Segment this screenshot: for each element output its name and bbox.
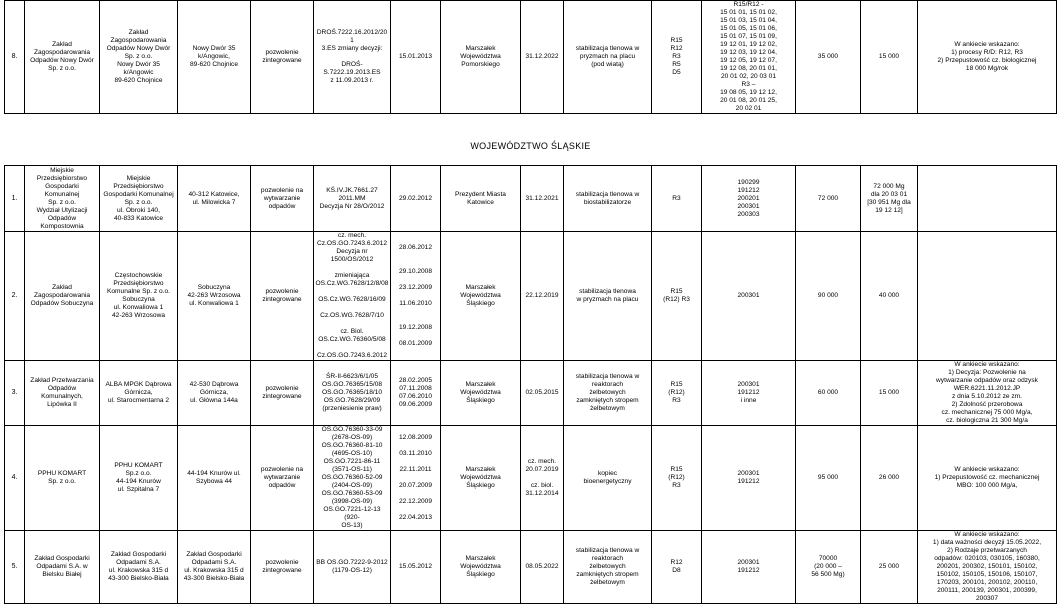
cell-valid-until: cz. mech. 20.07.2019 cz. biol. 31.12.2014 bbox=[521, 426, 564, 531]
cell-permit-type: pozwolenie zintegrowane bbox=[251, 361, 314, 426]
cell-capacity: 70000 (20 000 – 56 500 Mg) bbox=[796, 531, 861, 604]
table-row bbox=[5, 531, 1057, 604]
cell-capacity: 90 000 bbox=[796, 232, 861, 361]
facilities-table bbox=[4, 0, 1057, 604]
cell-location: Sobuczyna 42-263 Wrzosowa ul. Konwaliowa 1 bbox=[178, 232, 251, 361]
cell-capacity: 35 000 bbox=[796, 1, 861, 114]
cell-decision: BB OS.GO.7222-9-2012 (1179-OS-12) bbox=[314, 531, 391, 604]
cell-waste-codes: 200301 bbox=[702, 232, 796, 361]
cell-location: Nowy Dwór 35 k/Angowic, 89-620 Chojnice bbox=[178, 1, 251, 114]
cell-decision: cz. mech. Cz.OS.GO.7243.6.2012 Decyzja nr 1500/OS/2012 zmieniająca OS.Cz.WG.7628/12/8/08 OS.Cz.WG.7628/16/09 Cz.OS.WG.7628/7/10 cz. Biol. OS.Cz.WG.76360/5/08 Cz.OS.GO.7243.6.2012 bbox=[314, 232, 391, 361]
cell-technology: kopiec bioenergetyczny bbox=[564, 426, 652, 531]
cell-manager: Zakład Gospodarki Odpadami S.A. ul. Krakowska 315 d 43-300 Bielsko-Biała bbox=[100, 531, 178, 604]
cell-permit-type: pozwolenie na wytwarzanie odpadów bbox=[251, 166, 314, 232]
cell-technology: stabilizacja tlenowa w pryzmach na placu bbox=[564, 232, 652, 361]
cell-notes: W ankiecie wskazano: 1) Przepustowość cz. mechanicznej MBO: 100 000 Mg/a, bbox=[918, 426, 1057, 531]
cell-manager: Miejskie Przedsiębiorstwo Gospodarki Komunalnej Sp. z o.o. ul. Obroki 140, 40-833 Katowice bbox=[100, 166, 178, 232]
cell-capacity-bio: 25 000 bbox=[861, 531, 918, 604]
cell-manager: Zakład Zagospodarowania Odpadów Nowy Dwór Sp. z o.o. Nowy Dwór 35 k/Angowic 89-620 Chojnice bbox=[100, 1, 178, 114]
cell-capacity: 72 000 bbox=[796, 166, 861, 232]
cell-operator: PPHU KOMART Sp. z o.o. bbox=[25, 426, 100, 531]
cell-manager: PPHU KOMART Sp.z o.o. 44-194 Knurów ul. Szpitalna 7 bbox=[100, 426, 178, 531]
cell-permit-type: pozwolenie zintegrowane bbox=[251, 1, 314, 114]
cell-authority: Marszałek Województwa Śląskiego bbox=[441, 361, 521, 426]
cell-waste-codes: R15/R12 - 15 01 01, 15 01 02, 15 01 03, 15 01 04, 15 01 05, 15 01 06, 15 01 07, 15 01 09, 19 12 01, 19 12 02, 19 12 03, 19 12 04, 19 12 05, 19 12 07, 19 12 08, 20 01 01, 20 01 02, 20 03 01 R3 – 19 08 05, 19 12 12, 20 01 08, 20 01 25, 20 02 01 bbox=[702, 1, 796, 114]
cell-operator: Zakład Zagospodarowania Odpadów Sobuczyna bbox=[25, 232, 100, 361]
cell-decision: ŚR-II-6623/6/1/05 OS.GO.76365/15/08 OS.GO.76365/18/10 OS.GO.7628/29/09 (przeniesienie praw) bbox=[314, 361, 391, 426]
cell-process: R3 bbox=[652, 166, 702, 232]
cell-capacity-bio: 40 000 bbox=[861, 232, 918, 361]
cell-decision: KŚ.IV.JK.7661.27 2011.MM Decyzja Nr 28/O/2012 bbox=[314, 166, 391, 232]
cell-operator: Miejskie Przedsiębiorstwo Gospodarki Komunalnej Sp. z o.o. Wydział Utylizacji Odpadów Kompostownia bbox=[25, 166, 100, 232]
cell-operator: Zakład Przetwarzania Odpadów Komunalnych, Lipówka II bbox=[25, 361, 100, 426]
cell-valid-until: 22.12.2019 bbox=[521, 232, 564, 361]
row-number: 2. bbox=[5, 232, 25, 361]
cell-issue-date: 29.02.2012 bbox=[391, 166, 441, 232]
table-row bbox=[5, 232, 1057, 361]
cell-issue-date: 15.01.2013 bbox=[391, 1, 441, 114]
cell-process: R15 (R12) R3 bbox=[652, 426, 702, 531]
cell-technology: stabilizacja tlenowa w biostabilizatorze bbox=[564, 166, 652, 232]
cell-process: R15 (R12) R3 bbox=[652, 361, 702, 426]
row-number: 3. bbox=[5, 361, 25, 426]
cell-waste-codes: 200301 191212 i inne bbox=[702, 361, 796, 426]
cell-manager: Częstochowskie Przedsiębiorstwo Komunalne Sp. z o.o. Sobuczyna ul. Konwaliowa 1 42-263 Wrzosowa bbox=[100, 232, 178, 361]
cell-valid-until: 31.12.2022 bbox=[521, 1, 564, 114]
cell-capacity: 60 000 bbox=[796, 361, 861, 426]
cell-authority: Marszałek Województwa Pomorskiego bbox=[441, 1, 521, 114]
cell-valid-until: 31.12.2021 bbox=[521, 166, 564, 232]
cell-notes: W ankiecie wskazano: 1) Decyzja: Pozwolenie na wytwarzanie odpadów oraz odzysk WER.6221.11.2012.JP z dnia 5.10.2012 ze zm. 2) Zdolność przerobowa cz. mechanicznej 75 000 Mg/a, cz. biologiczna 21 300 Mg/a bbox=[918, 361, 1057, 426]
cell-operator: Zakład Gospodarki Odpadami S.A. w Bielsku Białej bbox=[25, 531, 100, 604]
cell-issue-date: 12.08.2009 03.11.2010 22.11.2011 20.07.2009 22.12.2009 22.04.2013 bbox=[391, 426, 441, 531]
row-number: 5. bbox=[5, 531, 25, 604]
cell-location: 40-312 Katowice, ul. Milowicka 7 bbox=[178, 166, 251, 232]
cell-waste-codes: 200301 191212 bbox=[702, 531, 796, 604]
row-number: 4. bbox=[5, 426, 25, 531]
cell-authority: Prezydent Miasta Katowice bbox=[441, 166, 521, 232]
cell-authority: Marszałek Województwa Śląskiego bbox=[441, 232, 521, 361]
cell-capacity-bio: 15 000 bbox=[861, 361, 918, 426]
cell-process: R12 D8 bbox=[652, 531, 702, 604]
cell-authority: Marszałek Województwa Śląskiego bbox=[441, 426, 521, 531]
cell-location: Zakład Gospodarki Odpadami S.A. ul. Krakowska 315 d 43-300 Bielsko-Biała bbox=[178, 531, 251, 604]
cell-waste-codes: 190299 191212 200201 200301 200303 bbox=[702, 166, 796, 232]
cell-process: R15 R12 R3 R5 D5 bbox=[652, 1, 702, 114]
cell-technology: stabilizacja tlenowa w reaktorach żelbetowych zamkniętych stropem żelbetowym bbox=[564, 531, 652, 604]
cell-issue-date: 28.06.2012 29.10.2008 23.12.2009 11.06.2010 19.12.2008 08.01.2009 bbox=[391, 232, 441, 361]
cell-capacity: 95 000 bbox=[796, 426, 861, 531]
table-row bbox=[5, 361, 1057, 426]
cell-technology: stabilizacja tlenowa w pryzmach na placu (pod wiatą) bbox=[564, 1, 652, 114]
cell-notes: W ankiecie wskazano: 1) procesy R/D: R12, R3 2) Przepustowość cz. biologicznej 18 000 Mg/rok bbox=[918, 1, 1057, 114]
row-number: 8. bbox=[5, 1, 25, 114]
section-title: WOJEWÓDZTWO ŚLĄSKIE bbox=[470, 140, 591, 151]
cell-process: R15 (R12) R3 bbox=[652, 232, 702, 361]
cell-capacity-bio: 26 000 bbox=[861, 426, 918, 531]
cell-manager: ALBA MPGK Dąbrowa Górnicza, ul. Starocmentarna 2 bbox=[100, 361, 178, 426]
cell-operator: Zakład Zagospodarowania Odpadów Nowy Dwór Sp. z o.o. bbox=[25, 1, 100, 114]
cell-location: 42-530 Dąbrowa Górnicza, ul. Główna 144a bbox=[178, 361, 251, 426]
cell-capacity-bio: 72 000 Mg dla 20 03 01 [30 951 Mg dla 19 12 12] bbox=[861, 166, 918, 232]
table-row bbox=[5, 426, 1057, 531]
table-row bbox=[5, 166, 1057, 232]
cell-decision: DROŚ.7222.16.2012/201 3.ES zmiany decyzji: DROŚ- S.7222.19.2013.ES z 11.09.2013 r. bbox=[314, 1, 391, 114]
cell-issue-date: 15.05.2012 bbox=[391, 531, 441, 604]
cell-capacity-bio: 15 000 bbox=[861, 1, 918, 114]
cell-decision: OS.GO.76360-33-09 (2678-OS-09) OS.GO.76360-81-10 (4695-OS-10) OS.GO.7221-86-11 (3571-OS-11) OS.GO.76360-52-09 (2404-OS-09) OS.GO.76360-53-09 (3998-OS-09) OS.GO.7221-12-13 (920- OS-13) bbox=[314, 426, 391, 531]
cell-location: 44-194 Knurów ul. Szybowa 44 bbox=[178, 426, 251, 531]
cell-permit-type: pozwolenie na wytwarzanie odpadów bbox=[251, 426, 314, 531]
cell-notes bbox=[918, 232, 1057, 361]
cell-technology: stabilizacja tlenowa w reaktorach żelbetowych zamkniętych stropem żelbetowym bbox=[564, 361, 652, 426]
cell-notes bbox=[918, 166, 1057, 232]
cell-valid-until: 02.05.2015 bbox=[521, 361, 564, 426]
cell-issue-date: 28.02.2005 07.11.2008 07.06.2010 09.06.2009 bbox=[391, 361, 441, 426]
cell-valid-until: 08.05.2022 bbox=[521, 531, 564, 604]
cell-notes: W ankiecie wskazano: 1) data ważności decyzji 15.05.2022, 2) Rodzaje przetwarzanych odpadów: 020103, 030105, 160380, 200201, 200302, 150101, 150102, 150102, 150105, 150106, 150107, 170203, 200101, 200102, 200110, 200111, 200139, 200301, 200399, 200307 bbox=[918, 531, 1057, 604]
cell-permit-type: pozwolenie zintegrowane bbox=[251, 531, 314, 604]
cell-waste-codes: 200301 191212 bbox=[702, 426, 796, 531]
cell-permit-type: pozwolenie zintegrowane bbox=[251, 232, 314, 361]
row-number: 1. bbox=[5, 166, 25, 232]
table-row bbox=[5, 1, 1057, 114]
cell-authority: Marszałek Województwa Śląskiego bbox=[441, 531, 521, 604]
